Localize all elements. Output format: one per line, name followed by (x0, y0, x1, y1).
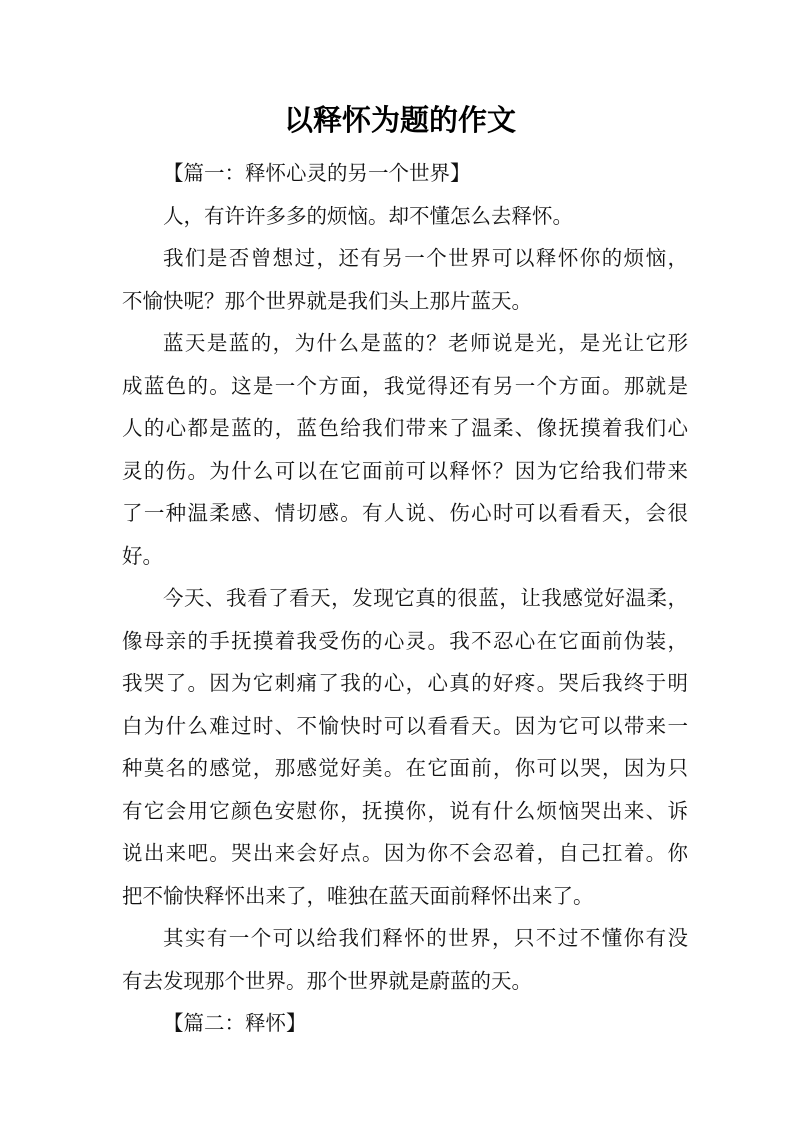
paragraph-line: 今天、我看了看天，发现它真的很蓝，让我感觉好温柔， (163, 586, 688, 610)
paragraph-line: 我们是否曾想过，还有另一个世界可以释怀你的烦恼， (163, 246, 688, 270)
section-heading-1: 【篇一：释怀心灵的另一个世界】 (163, 161, 471, 185)
document-body (122, 152, 688, 1045)
paragraph-line: 人，有许许多多的烦恼。却不懂怎么去释怀。 (163, 203, 573, 228)
paragraph-line: 成蓝色的。这是一个方面，我觉得还有另一个方面。那就是 (122, 373, 688, 398)
paragraph-line: 蓝天是蓝的，为什么是蓝的？老师说是光，是光让它形 (163, 331, 688, 355)
section-heading-2: 【篇二：释怀】 (163, 1011, 307, 1035)
paragraph-line: 好。 (122, 543, 163, 568)
paragraph-line: 把不愉快释怀出来了，唯独在蓝天面前释怀出来了。 (122, 883, 594, 908)
paragraph-line: 其实有一个可以给我们释怀的世界，只不过不懂你有没 (163, 926, 688, 950)
paragraph-line: 灵的伤。为什么可以在它面前可以释怀？因为它给我们带来 (122, 458, 688, 483)
paragraph-line: 不愉快呢？那个世界就是我们头上那片蓝天。 (122, 288, 532, 313)
paragraph-line: 白为什么难过时、不愉快时可以看看天。因为它可以带来一 (122, 713, 688, 738)
paragraph-line: 了一种温柔感、情切感。有人说、伤心时可以看看天，会很 (122, 501, 688, 525)
paragraph-line: 有它会用它颜色安慰你，抚摸你，说有什么烦恼哭出来、诉 (122, 798, 688, 823)
paragraph-line: 说出来吧。哭出来会好点。因为你不会忍着，自己扛着。你 (122, 841, 688, 865)
paragraph-line: 我哭了。因为它刺痛了我的心，心真的好疼。哭后我终于明 (122, 671, 688, 695)
paragraph-line: 有去发现那个世界。那个世界就是蔚蓝的天。 (122, 968, 532, 993)
document-title: 以释怀为题的作文 (283, 103, 516, 137)
paragraph-line: 人的心都是蓝的，蓝色给我们带来了温柔、像抚摸着我们心 (122, 416, 688, 440)
paragraph-line: 像母亲的手抚摸着我受伤的心灵。我不忍心在它面前伪装， (122, 628, 688, 653)
paragraph-line: 种莫名的感觉，那感觉好美。在它面前，你可以哭，因为只 (122, 756, 688, 780)
